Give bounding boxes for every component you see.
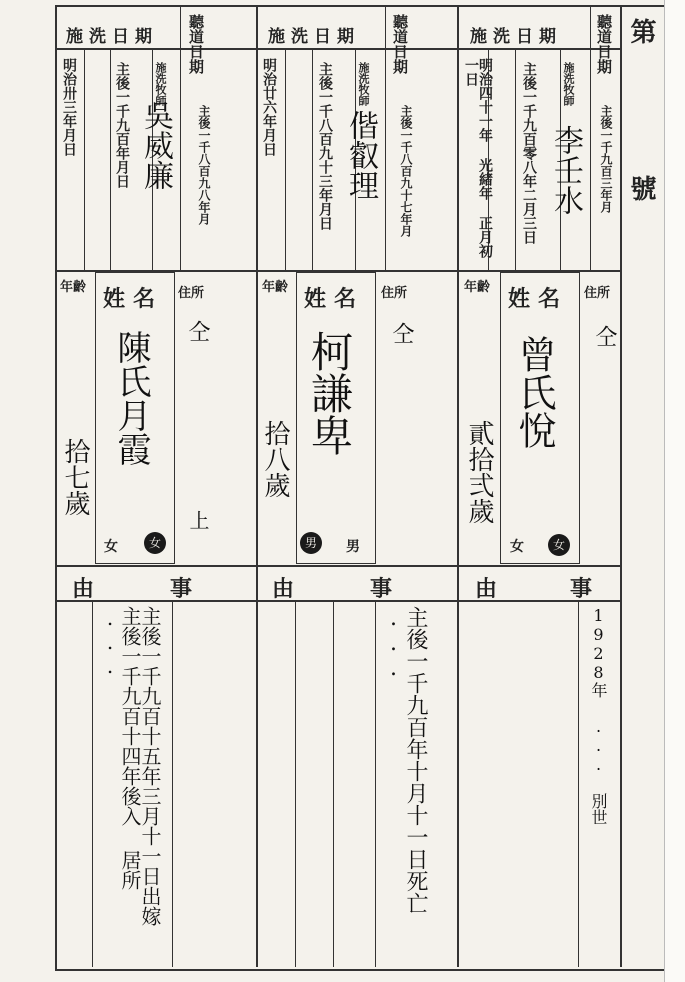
pastor-name: 李壬水 <box>548 125 583 215</box>
divider-name-bottom <box>55 565 620 567</box>
sex-label: 女 <box>104 539 118 555</box>
subcol-divider <box>285 48 286 270</box>
pastor-name: 偕叡理 <box>343 110 378 200</box>
column-divider-2 <box>457 5 459 967</box>
age-value: 貳拾弍歲 <box>464 420 494 524</box>
age-label: 年齡 <box>464 280 491 295</box>
residence-label: 住所 <box>178 286 205 301</box>
reason-label-right: 事 <box>370 576 393 602</box>
gregorian-date: 主後一千八百九十三年月日 <box>317 62 333 230</box>
sex-mark: 女 <box>548 534 570 556</box>
reason-rule <box>172 600 173 967</box>
listen-date-value: 主後一千八百九十七年月 <box>399 105 413 237</box>
column-divider-3 <box>620 5 622 967</box>
residence-value: 仝 <box>592 325 617 347</box>
reason-text: 主後一千九百年十月十一日死亡 ... <box>381 606 428 914</box>
name-label: 姓名 <box>304 286 365 312</box>
reason-rule <box>578 600 579 967</box>
divider-reason-header <box>55 600 620 602</box>
subcol-divider <box>110 48 111 270</box>
person-name: 柯謙卑 <box>305 330 354 456</box>
residence-value: 仝 <box>389 322 414 344</box>
subcol-divider <box>312 48 313 270</box>
listen-date-divider <box>385 5 386 270</box>
subcol-divider <box>515 48 516 270</box>
listen-date-label: 聽道日期 <box>391 14 409 74</box>
age-label: 年齡 <box>60 280 87 295</box>
reason-label-left: 由 <box>475 576 498 602</box>
reason-rule <box>375 600 376 967</box>
pastor-label: 施洗牧師 <box>357 62 370 106</box>
reason-rule <box>92 600 93 967</box>
gregorian-date: 主後一千九百年月日 <box>114 62 130 188</box>
reason-label-left: 由 <box>272 576 295 602</box>
listen-date-value: 主後一千九百三年月 <box>599 105 613 213</box>
baptism-date-label: 施洗日期 <box>268 27 360 47</box>
residence-note: 上 <box>186 510 210 530</box>
residence-label: 住所 <box>584 286 611 301</box>
lunar-date: 明治四十一年 光緒年 正月初一日 <box>463 58 493 258</box>
listen-date-divider <box>180 5 181 270</box>
person-name: 陳氏月霞 <box>111 330 151 466</box>
column-divider-1 <box>256 5 258 967</box>
register-number-suffix: 號 <box>626 175 656 201</box>
age-value: 拾八歲 <box>260 420 290 498</box>
sex-label: 女 <box>510 539 524 555</box>
gregorian-date: 主後一千九百零八年二月三日 <box>521 62 537 244</box>
lunar-date: 明治卅三年月日 <box>61 58 77 156</box>
person-name: 曾氏悅 <box>512 335 556 449</box>
residence-value: 仝 <box>185 320 210 342</box>
reason-label-right: 事 <box>570 576 593 602</box>
pastor-label: 施洗牧師 <box>154 62 167 106</box>
pastor-label: 施洗牧師 <box>562 62 575 106</box>
sex-mark: 女 <box>144 532 166 554</box>
scan-edge <box>664 0 685 982</box>
sex-label: 男 <box>346 539 360 555</box>
listen-date-label: 聽道日期 <box>187 14 205 74</box>
listen-date-label: 聽道日期 <box>595 14 613 74</box>
residence-label: 住所 <box>381 286 408 301</box>
reason-rule <box>295 600 296 967</box>
divider-date-top <box>55 48 620 50</box>
age-value: 拾七歲 <box>60 438 90 516</box>
baptism-date-label: 施洗日期 <box>66 27 158 47</box>
reason-label-right: 事 <box>170 576 193 602</box>
listen-date-value: 主後一千八百九八年月 <box>197 105 211 225</box>
baptism-date-label: 施洗日期 <box>470 27 562 47</box>
name-label: 姓名 <box>103 286 164 312</box>
pastor-name: 吳威廉 <box>138 100 173 190</box>
register-number-label: 第 <box>626 18 656 44</box>
reason-label-left: 由 <box>72 576 95 602</box>
sex-mark: 男 <box>300 532 322 554</box>
name-label: 姓名 <box>508 286 569 312</box>
reason-text: 1928年 ... 別世 <box>589 606 608 825</box>
reason-text: 主後一千九百十五年三月十一日出嫁 主後一千九百十四年後入 居所 ... <box>98 606 162 926</box>
reason-rule <box>333 600 334 967</box>
lunar-date: 明治廿六年月日 <box>261 58 277 156</box>
age-label: 年齡 <box>262 280 289 295</box>
subcol-divider <box>84 48 85 270</box>
listen-date-divider <box>590 5 591 270</box>
